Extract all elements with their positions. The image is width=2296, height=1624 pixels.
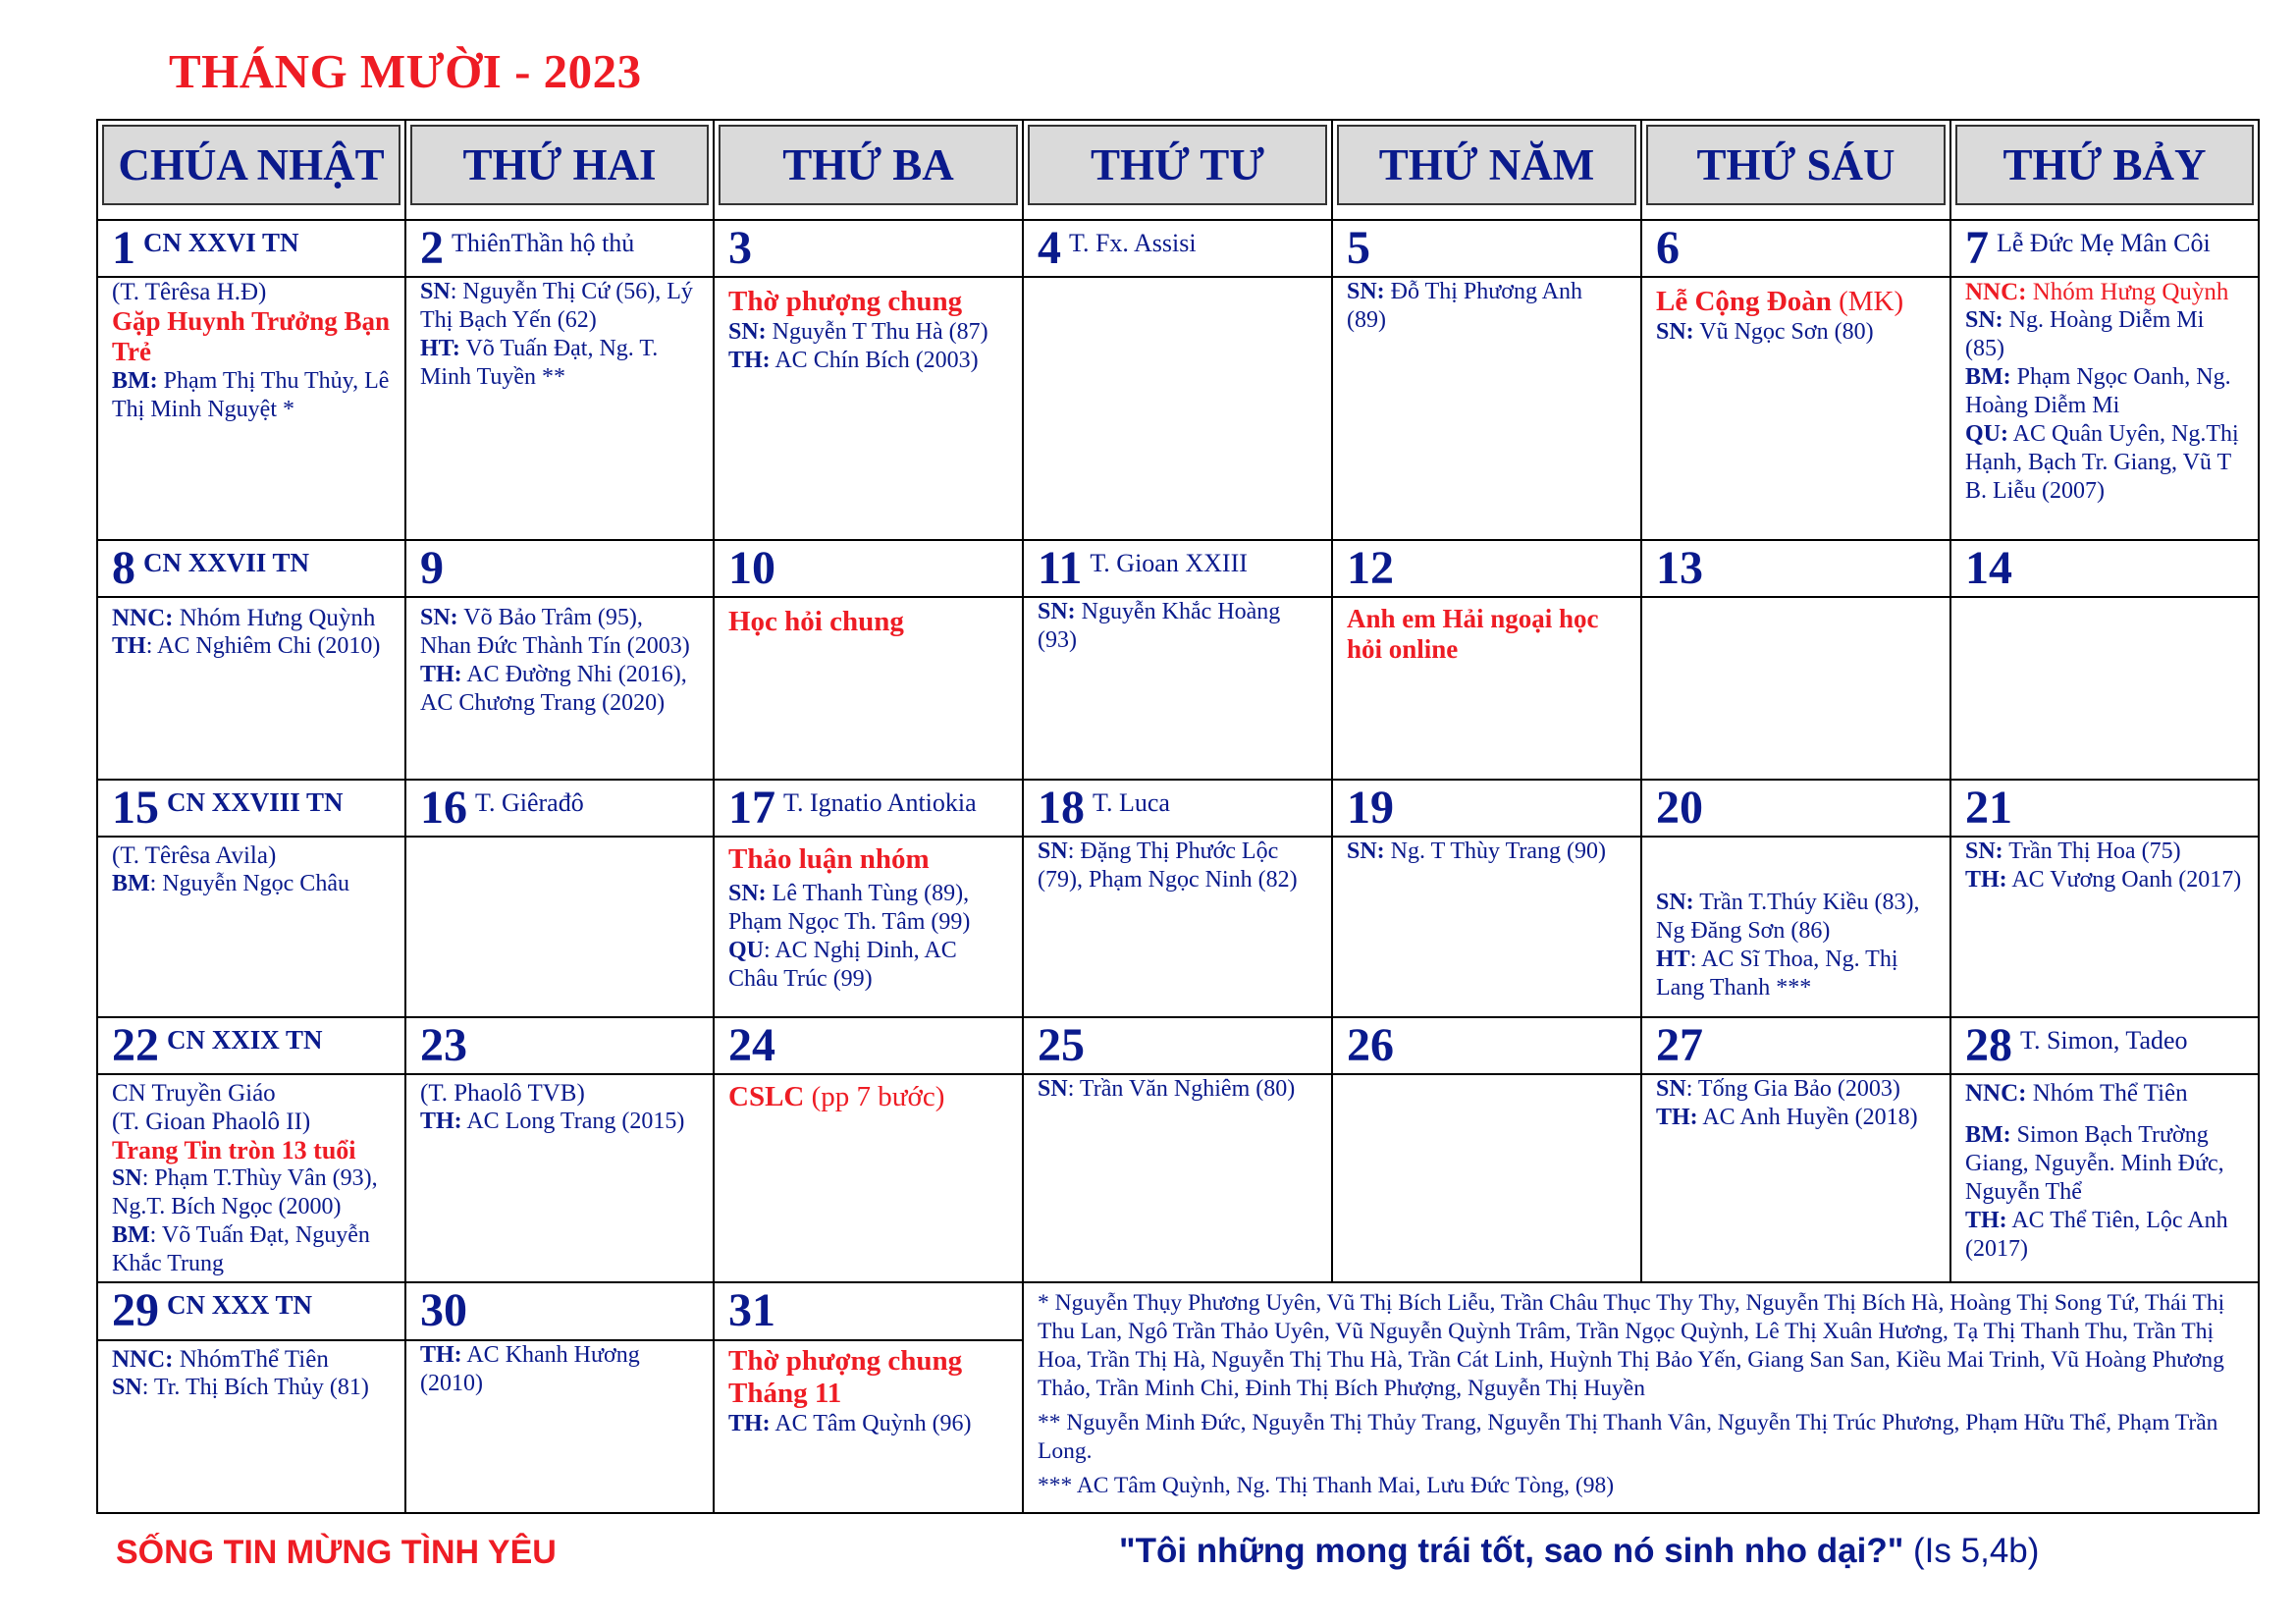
day-cell-6 (1641, 220, 1950, 277)
weekday-header: THỨ NĂM (1337, 125, 1636, 205)
day-content-19 (1332, 837, 1641, 1017)
day-content-25 (1023, 1074, 1332, 1282)
day-cell-15 (97, 780, 405, 837)
day-number: 23 (420, 1019, 467, 1071)
date-row (97, 780, 2259, 837)
day-cell-13 (1641, 540, 1950, 597)
day-number: 12 (1347, 542, 1394, 594)
day-cell-18 (1023, 780, 1332, 837)
event-label: CSLC (pp 7 bước) (728, 1081, 945, 1112)
note-triple-star: *** AC Tâm Quỳnh, Ng. Thị Thanh Mai, Lưu Đức Tòng, (98) (1038, 1473, 1615, 1498)
day-content-6 (1641, 277, 1950, 540)
day-content-5 (1332, 277, 1641, 540)
day-cell-7 (1950, 220, 2259, 277)
day-content-23 (405, 1074, 714, 1282)
day-cell-28 (1950, 1017, 2259, 1074)
day-number: 17 (728, 782, 775, 834)
day-number: 7 (1965, 222, 1989, 274)
day-number: 2 (420, 222, 444, 274)
bm-entry: BM: Phạm Ngọc Oanh, Ng. Hoàng Diễm Mi (1965, 364, 2231, 418)
day-number: 10 (728, 542, 775, 594)
nnc-entry: NNC: NhómThể Tiên (112, 1346, 329, 1374)
day-number: 21 (1965, 782, 2012, 834)
day-content-18 (1023, 837, 1332, 1017)
quote-reference: (Is 5,4b) (1903, 1532, 2040, 1570)
day-cell-4 (1023, 220, 1332, 277)
date-row (97, 1282, 2259, 1340)
weekday-header: THỨ SÁU (1646, 125, 1946, 205)
th-entry: TH: AC Long Trang (2015) (420, 1109, 685, 1134)
day-content-15 (97, 837, 405, 1017)
bm-entry: BM: Nguyễn Ngọc Châu (112, 871, 349, 896)
content-row (97, 837, 2259, 1017)
event-label: Thảo luận nhóm (728, 843, 930, 875)
day-number: 5 (1347, 222, 1370, 274)
event-label: Lễ Cộng Đoàn (MK) (1656, 286, 1904, 317)
event-label: Trang Tin tròn 13 tuổi (112, 1136, 356, 1164)
weekday-header-row (97, 120, 2259, 220)
day-content-1 (97, 277, 405, 540)
day-number: 15 (112, 782, 159, 834)
feast-label: CN XXIX TN (167, 1025, 323, 1056)
qu-entry: QU: AC Nghị Dinh, AC Châu Trúc (99) (728, 938, 957, 992)
nnc-entry: NNC: Nhóm Thể Tiên (1965, 1080, 2188, 1107)
feast-label: T. Giêrađô (475, 788, 584, 818)
day-cell-20 (1641, 780, 1950, 837)
saint-label: (T. Phaolô TVB) (420, 1080, 585, 1107)
day-cell-1 (97, 220, 405, 277)
notes-panel (1023, 1282, 2259, 1513)
day-content-14 (1950, 597, 2259, 780)
weekday-header: CHÚA NHẬT (102, 125, 400, 205)
sn-entry: SN: Vũ Ngọc Sơn (80) (1656, 319, 1874, 345)
day-number: 4 (1038, 222, 1061, 274)
feast-label: CN XXX TN (167, 1290, 313, 1321)
saint-label: CN Truyền Giáo (112, 1080, 276, 1107)
sn-entry: SN: Trần Văn Nghiêm (80) (1038, 1076, 1296, 1102)
day-content-31 (714, 1340, 1023, 1513)
th-entry: TH: AC Thể Tiên, Lộc Anh (2017) (1965, 1208, 2228, 1262)
feast-label: T. Ignatio Antiokia (783, 788, 977, 818)
bm-entry: BM: Võ Tuấn Đạt, Nguyễn Khắc Trung (112, 1222, 370, 1276)
date-row (97, 220, 2259, 277)
th-entry: TH: AC Đường Nhi (2016), AC Chương Trang (2020) (420, 662, 687, 716)
day-cell-17 (714, 780, 1023, 837)
content-row (97, 1074, 2259, 1282)
day-number: 25 (1038, 1019, 1085, 1071)
quote-text: "Tôi những mong trái tốt, sao nó sinh nho dại?" (1119, 1532, 1904, 1570)
content-row (97, 277, 2259, 540)
day-cell-9 (405, 540, 714, 597)
day-number: 3 (728, 222, 752, 274)
feast-label: T. Fx. Assisi (1069, 229, 1197, 258)
day-cell-31 (714, 1282, 1023, 1340)
feast-label: CN XXVIII TN (167, 787, 344, 818)
footer-quote (1119, 1532, 2039, 1571)
day-content-12 (1332, 597, 1641, 780)
day-content-30 (405, 1340, 714, 1513)
day-number: 11 (1038, 542, 1083, 594)
event-label: Anh em Hải ngoại học hỏi online (1347, 604, 1599, 664)
sn-entry: SN: Ng. Hoàng Diễm Mi (85) (1965, 307, 2205, 361)
day-content-9 (405, 597, 714, 780)
th-entry: TH: AC Nghiêm Chi (2010) (112, 633, 381, 659)
event-label: Học hỏi chung (728, 606, 904, 637)
feast-label: CN XXVI TN (143, 228, 299, 258)
day-content-22 (97, 1074, 405, 1282)
day-cell-30 (405, 1282, 714, 1340)
day-content-10 (714, 597, 1023, 780)
day-cell-12 (1332, 540, 1641, 597)
th-entry: TH: AC Khanh Hương (2010) (420, 1342, 640, 1397)
sn-entry: SN: Nguyễn Khắc Hoàng (93) (1038, 599, 1281, 653)
day-number: 24 (728, 1019, 775, 1071)
day-content-7 (1950, 277, 2259, 540)
day-cell-10 (714, 540, 1023, 597)
day-content-17 (714, 837, 1023, 1017)
day-content-28 (1950, 1074, 2259, 1282)
day-cell-25 (1023, 1017, 1332, 1074)
ht-entry: HT: Võ Tuấn Đạt, Ng. T. Minh Tuyền ** (420, 336, 659, 390)
sn-entry: SN: Đỗ Thị Phương Anh (89) (1347, 279, 1582, 333)
content-row (97, 597, 2259, 780)
day-content-16 (405, 837, 714, 1017)
nnc-entry: NNC: Nhóm Hưng Quỳnh (1965, 279, 2229, 305)
weekday-header: THỨ BA (719, 125, 1018, 205)
ht-entry: HT: AC Sĩ Thoa, Ng. Thị Lang Thanh *** (1656, 947, 1898, 1001)
sn-entry: SN: Ng. T Thùy Trang (90) (1347, 839, 1607, 864)
day-number: 22 (112, 1019, 159, 1071)
sn-entry: SN: Nguyễn Thị Cứ (56), Lý Thị Bạch Yến (62) (420, 279, 693, 333)
day-content-20 (1641, 837, 1950, 1017)
date-row (97, 540, 2259, 597)
sn-entry: SN: Đặng Thị Phước Lộc (79), Phạm Ngọc Ninh (82) (1038, 839, 1298, 893)
weekday-header: THỨ HAI (410, 125, 709, 205)
th-entry: TH: AC Chín Bích (2003) (728, 348, 979, 373)
day-content-2 (405, 277, 714, 540)
weekday-header: THỨ TƯ (1028, 125, 1327, 205)
day-cell-27 (1641, 1017, 1950, 1074)
feast-label: CN XXVII TN (143, 548, 310, 578)
day-number: 8 (112, 542, 135, 594)
day-cell-21 (1950, 780, 2259, 837)
saint-label: (T. Têrêsa H.Đ) (112, 279, 267, 305)
day-cell-22 (97, 1017, 405, 1074)
day-cell-5 (1332, 220, 1641, 277)
day-number: 29 (112, 1284, 159, 1336)
event-label: Gặp Huynh Trưởng Bạn Trẻ (112, 306, 391, 366)
day-number: 19 (1347, 782, 1394, 834)
feast-label: ThiênThần hộ thủ (452, 229, 635, 258)
day-number: 28 (1965, 1019, 2012, 1071)
day-number: 14 (1965, 542, 2012, 594)
day-content-26 (1332, 1074, 1641, 1282)
day-cell-24 (714, 1017, 1023, 1074)
day-content-4 (1023, 277, 1332, 540)
day-number: 16 (420, 782, 467, 834)
day-cell-8 (97, 540, 405, 597)
day-number: 31 (728, 1284, 775, 1336)
day-cell-23 (405, 1017, 714, 1074)
day-number: 1 (112, 222, 135, 274)
th-entry: TH: AC Vương Oanh (2017) (1965, 867, 2242, 893)
feast-label: T. Gioan XXIII (1090, 549, 1248, 578)
page-title: THÁNG MƯỜI - 2023 (169, 44, 642, 98)
day-cell-29 (97, 1282, 405, 1340)
day-number: 26 (1347, 1019, 1394, 1071)
day-number: 27 (1656, 1019, 1703, 1071)
day-cell-14 (1950, 540, 2259, 597)
feast-label: T. Luca (1093, 788, 1170, 818)
day-number: 13 (1656, 542, 1703, 594)
event-label: Thờ phượng chung (728, 286, 963, 317)
th-entry: TH: AC Tâm Quỳnh (96) (728, 1411, 972, 1437)
day-cell-26 (1332, 1017, 1641, 1074)
sn-entry: SN: Tr. Thị Bích Thủy (81) (112, 1375, 369, 1401)
saint-label: (T. Gioan Phaolô II) (112, 1109, 311, 1135)
sn-entry: SN: Tống Gia Bảo (2003) (1656, 1076, 1900, 1102)
nnc-entry: NNC: Nhóm Hưng Quỳnh (112, 605, 376, 631)
day-content-8 (97, 597, 405, 780)
day-cell-3 (714, 220, 1023, 277)
day-cell-19 (1332, 780, 1641, 837)
day-content-29 (97, 1340, 405, 1513)
day-content-24 (714, 1074, 1023, 1282)
sn-entry: SN: Phạm T.Thùy Vân (93), Ng.T. Bích Ngọc (2000) (112, 1165, 378, 1219)
day-content-27 (1641, 1074, 1950, 1282)
day-number: 18 (1038, 782, 1085, 834)
day-number: 6 (1656, 222, 1680, 274)
saint-label: (T. Têrêsa Avila) (112, 842, 277, 869)
day-content-3 (714, 277, 1023, 540)
footer-motto: SỐNG TIN MỪNG TÌNH YÊU (116, 1534, 557, 1571)
note-single-star: * Nguyễn Thụy Phương Uyên, Vũ Thị Bích Liễu, Trần Châu Thục Thy Thy, Nguyễn Thị Bích Hà, Hoàng Thị Song Tứ, Thái Thị Thu Lan, Ngô Trần Thảo Uyên, Vũ Nguyễn Quỳnh Trâm, Trần Ngọc Quỳnh, Lê Thị Xuân Hương, Tạ Thị Thanh Thu, Trần Thị Hoa, Trần Thị Hà, Nguyễn Thị Thu Hà, Trần Cát Linh, Huỳnh Thị Bảo Yến, Giang San San, Kiều Mai Trinh, Vũ Hoàng Phương Thảo, Trần Minh Chi, Đinh Thị Bích Phượng, Nguyễn Thị Huyền (1038, 1290, 2225, 1401)
date-row (97, 1017, 2259, 1074)
calendar-table (96, 119, 2260, 1514)
th-entry: TH: AC Anh Huyền (2018) (1656, 1105, 1918, 1130)
day-content-21 (1950, 837, 2259, 1017)
day-number: 20 (1656, 782, 1703, 834)
note-double-star: ** Nguyễn Minh Đức, Nguyễn Thị Thủy Trang, Nguyễn Thị Thanh Vân, Nguyễn Thị Trúc Phương, Phạm Hữu Thể, Phạm Trần Long. (1038, 1410, 2218, 1464)
bm-entry: BM: Simon Bạch Trường Giang, Nguyễn. Minh Đức, Nguyễn Thể (1965, 1122, 2224, 1205)
day-content-13 (1641, 597, 1950, 780)
feast-label: Lễ Đức Mẹ Mân Côi (1997, 229, 2211, 258)
qu-entry: QU: AC Quân Uyên, Ng.Thị Hạnh, Bạch Tr. Giang, Vũ T B. Liễu (2007) (1965, 421, 2239, 504)
day-number: 30 (420, 1284, 467, 1336)
sn-entry: SN: Võ Bảo Trâm (95), Nhan Đức Thành Tín (2003) (420, 605, 690, 659)
feast-label: T. Simon, Tadeo (2020, 1026, 2188, 1056)
sn-entry: SN: Trần Thị Hoa (75) (1965, 839, 2181, 864)
day-cell-16 (405, 780, 714, 837)
bm-entry: BM: Phạm Thị Thu Thủy, Lê Thị Minh Nguyệt * (112, 368, 390, 422)
sn-entry: SN: Trần T.Thúy Kiều (83), Ng Đăng Sơn (86) (1656, 890, 1920, 944)
weekday-header: THỨ BẢY (1955, 125, 2254, 205)
day-cell-2 (405, 220, 714, 277)
day-content-11 (1023, 597, 1332, 780)
sn-entry: SN: Nguyễn T Thu Hà (87) (728, 319, 988, 345)
event-label: Thờ phượng chung Tháng 11 (728, 1345, 963, 1410)
day-number: 9 (420, 542, 444, 594)
day-cell-11 (1023, 540, 1332, 597)
sn-entry: SN: Lê Thanh Tùng (89), Phạm Ngọc Th. Tâm (99) (728, 881, 971, 935)
